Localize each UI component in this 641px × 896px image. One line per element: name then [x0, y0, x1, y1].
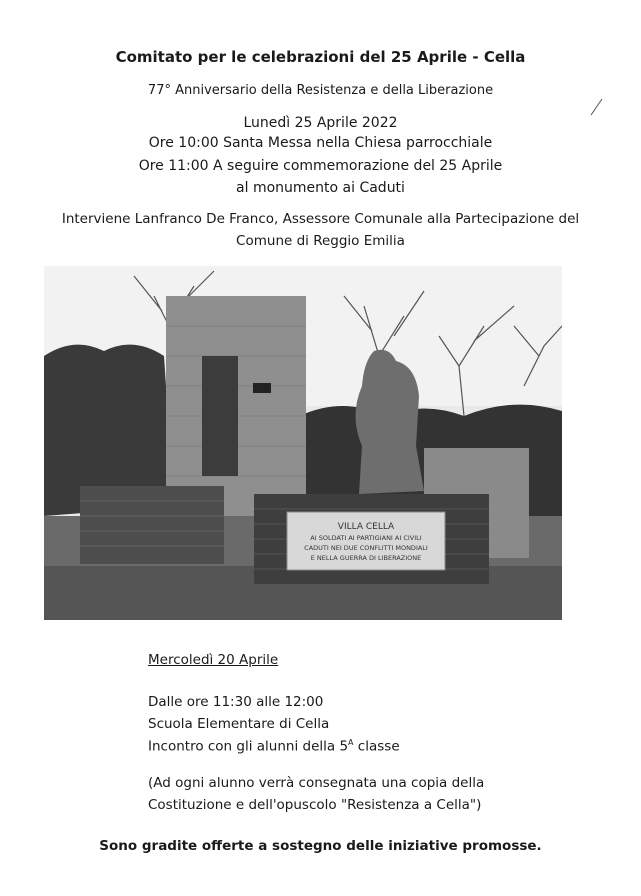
footer-note: Sono gradite offerte a sostegno delle iniziative promosse. — [99, 838, 542, 854]
plaque-text-4: E NELLA GUERRA DI LIBERAZIONE — [310, 554, 422, 562]
wednesday-event-text: Incontro con gli alunni della 5 — [148, 738, 349, 755]
plaque-text-1: VILLA CELLA — [337, 522, 395, 532]
plaque-text-3: CADUTI NEI DUE CONFLITTI MONDIALI — [304, 544, 428, 552]
page-title: Comitato per le celebrazioni del 25 Aprile - Cella — [115, 48, 526, 66]
wednesday-heading: Mercoledì 20 Aprile — [148, 652, 279, 668]
event-date: Lunedì 25 Aprile 2022 — [243, 115, 398, 131]
program-line-monument: al monumento ai Caduti — [236, 180, 405, 196]
wednesday-event — [148, 738, 400, 755]
wednesday-place: Scuola Elementare di Cella — [148, 716, 330, 732]
wednesday-time: Dalle ore 11:30 alle 12:00 — [148, 694, 324, 710]
program-line-mass: Ore 10:00 Santa Messa nella Chiesa parrocchiale — [148, 135, 493, 151]
pen-mark — [590, 98, 604, 116]
program-line-commemoration: Ore 11:00 A seguire commemorazione del 25 Aprile — [138, 158, 503, 174]
wednesday-note-2: Costituzione e dell'opuscolo "Resistenza a Cella") — [148, 797, 482, 813]
anniversary-line: 77° Anniversario della Resistenza e della Liberazione — [147, 83, 494, 98]
speaker-line-1: Interviene Lanfranco De Franco, Assessore Comunale alla Partecipazione del — [61, 211, 580, 227]
monument-photo — [44, 266, 562, 620]
wednesday-note-1: (Ad ogni alunno verrà consegnata una copia della — [148, 775, 485, 791]
wednesday-event-end: classe — [353, 738, 400, 755]
class-superscript: A — [348, 738, 354, 747]
speaker-line-2: Comune di Reggio Emilia — [236, 233, 405, 249]
plaque-text-2: AI SOLDATI AI PARTIGIANI AI CIVILI — [310, 534, 422, 542]
